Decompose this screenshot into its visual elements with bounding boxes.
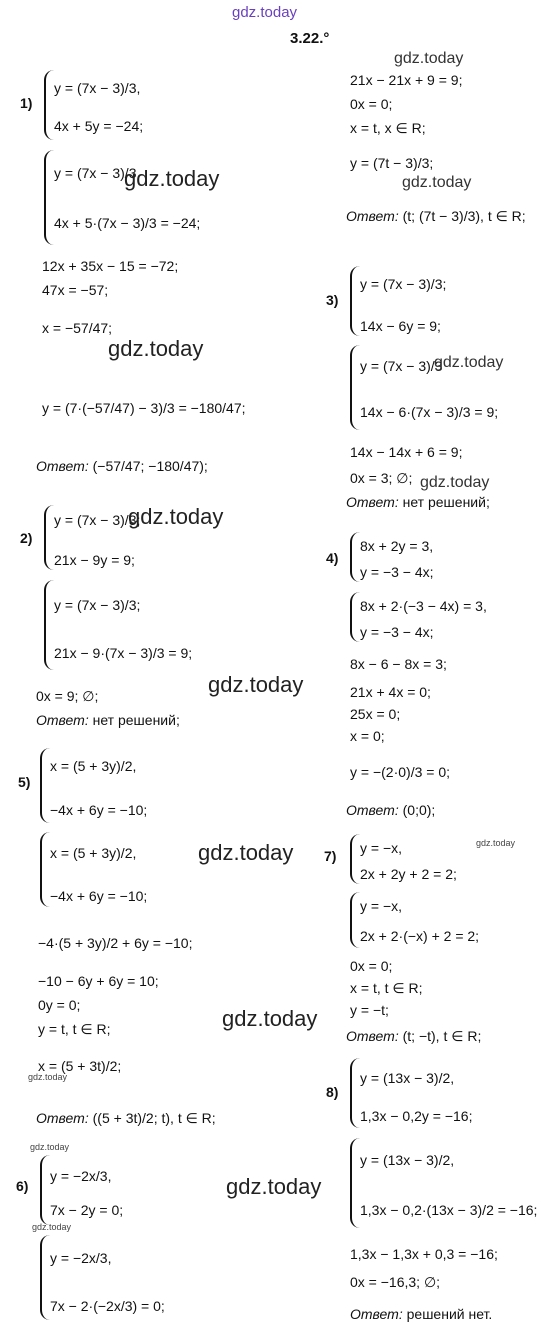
- watermark: gdz.today: [222, 1006, 318, 1031]
- p6-sys2-eq1: y = −2x/3,: [50, 1250, 112, 1266]
- answer-value: (−57/47; −180/47);: [92, 458, 208, 474]
- system-brace: [350, 592, 360, 642]
- p4-line-1: 8x − 6 − 8x = 3;: [350, 656, 447, 672]
- p4-line-5: y = −(2·0)/3 = 0;: [350, 764, 450, 780]
- system-brace: [350, 1138, 360, 1228]
- answer-value: ((5 + 3t)/2; t), t ∈ R;: [92, 1110, 216, 1126]
- system-brace: [40, 832, 50, 907]
- system-brace: [44, 580, 54, 670]
- p1-sys2-eq1: y = (7x − 3)/3: [54, 165, 137, 181]
- p8-sys2-eq1: y = (13x − 3)/2,: [360, 1152, 455, 1168]
- p3-line-1: 14x − 14x + 6 = 9;: [350, 444, 463, 460]
- answer-value: нет решений;: [402, 494, 490, 510]
- p5-sys1-eq2: −4x + 6y = −10;: [50, 802, 148, 818]
- p4-line-2: 21x + 4x = 0;: [350, 684, 431, 700]
- answer-label: Ответ:: [36, 458, 89, 474]
- p2-sys2-eq1: y = (7x − 3)/3;: [54, 597, 141, 613]
- problem-6-label: 6): [16, 1178, 29, 1194]
- p4-sys2-eq1: 8x + 2·(−3 − 4x) = 3,: [360, 598, 487, 614]
- p6-sys2-eq2: 7x − 2·(−2x/3) = 0;: [50, 1298, 165, 1314]
- system-brace: [40, 748, 50, 823]
- system-brace: [350, 266, 360, 336]
- p4-sys2-eq2: y = −3 − 4x;: [360, 624, 434, 640]
- system-brace: [350, 1058, 360, 1128]
- p5-line-5: x = (5 + 3t)/2;: [38, 1058, 122, 1074]
- p4-sys1-eq2: y = −3 − 4x;: [360, 564, 434, 580]
- p7-line-3: y = −t;: [350, 1002, 389, 1018]
- watermark: gdz.today: [198, 840, 294, 865]
- system-brace: [44, 70, 54, 140]
- watermark: gdz.today: [128, 504, 224, 529]
- p1-answer: [36, 458, 208, 474]
- p3-sys2-eq1: y = (7x − 3)/3: [360, 358, 443, 374]
- system-brace: [350, 834, 360, 884]
- answer-label: Ответ:: [346, 802, 399, 818]
- p3-sys2-eq2: 14x − 6·(7x − 3)/3 = 9;: [360, 404, 499, 420]
- p6-sys1-eq2: 7x − 2y = 0;: [50, 1202, 124, 1218]
- p8-line-1: 1,3x − 1,3x + 0,3 = −16;: [350, 1246, 498, 1262]
- p2-sys1-eq2: 21x − 9y = 9;: [54, 552, 135, 568]
- problem-3-label: 3): [326, 292, 339, 308]
- p2-line-1: 0x = 9; ∅;: [36, 688, 99, 704]
- answer-label: Ответ:: [36, 1110, 89, 1126]
- p1-line-1: 12x + 35x − 15 = −72;: [42, 258, 179, 274]
- p8-sys1-eq2: 1,3x − 0,2y = −16;: [360, 1108, 473, 1124]
- p1-sys1-eq1: y = (7x − 3)/3,: [54, 80, 141, 96]
- answer-value: (t; −t), t ∈ R;: [402, 1028, 482, 1044]
- p8-sys1-eq1: y = (13x − 3)/2,: [360, 1070, 455, 1086]
- answer-label: Ответ:: [350, 1306, 403, 1322]
- p5-sys2-eq2: −4x + 6y = −10;: [50, 888, 148, 904]
- p4-line-4: x = 0;: [350, 728, 385, 744]
- watermark: gdz.today: [226, 1174, 322, 1199]
- problem-number: 3.22.°: [290, 30, 330, 47]
- system-brace: [40, 1155, 50, 1225]
- problem-7-label: 7): [324, 848, 337, 864]
- watermark: gdz.today: [420, 474, 490, 491]
- p8-sys2-eq2: 1,3x − 0,2·(13x − 3)/2 = −16;: [360, 1202, 538, 1218]
- p1-line-3: x = −57/47;: [42, 320, 113, 336]
- problem-1-label: 1): [20, 95, 33, 111]
- answer-label: Ответ:: [346, 208, 399, 224]
- answer-label: Ответ:: [36, 712, 89, 728]
- p7-sys1-eq2: 2x + 2y + 2 = 2;: [360, 866, 457, 882]
- p5-line-1: −4·(5 + 3y)/2 + 6y = −10;: [38, 935, 193, 951]
- p4-answer: [346, 802, 435, 818]
- watermark: gdz.today: [108, 336, 204, 361]
- p8-line-2: 0x = −16,3; ∅;: [350, 1274, 441, 1290]
- p1c-line-3: x = t, x ∈ R;: [350, 120, 426, 136]
- p7-line-1: 0x = 0;: [350, 958, 393, 974]
- system-brace: [40, 1235, 50, 1320]
- p5-line-2: −10 − 6y + 6y = 10;: [38, 973, 159, 989]
- p3-sys1-eq1: y = (7x − 3)/3;: [360, 276, 447, 292]
- watermark: gdz.today: [30, 1142, 70, 1152]
- answer-label: Ответ:: [346, 1028, 399, 1044]
- p2-answer: [36, 712, 180, 728]
- p5-sys2-eq1: x = (5 + 3y)/2,: [50, 845, 137, 861]
- p7-sys1-eq1: y = −x,: [360, 840, 403, 856]
- system-brace: [350, 532, 360, 582]
- p8-answer: [350, 1306, 492, 1322]
- problem-4-label: 4): [326, 550, 339, 566]
- p7-answer: [346, 1028, 481, 1045]
- watermark: gdz.today: [124, 166, 220, 191]
- p1-sys2-eq2: 4x + 5·(7x − 3)/3 = −24;: [54, 215, 201, 231]
- p1c-line-4: y = (7t − 3)/3;: [350, 155, 434, 171]
- answer-value: (0;0);: [402, 802, 436, 818]
- p4-line-3: 25x = 0;: [350, 706, 401, 722]
- watermark: gdz.today: [434, 354, 504, 371]
- p7-sys2-eq2: 2x + 2·(−x) + 2 = 2;: [360, 928, 480, 944]
- p7-line-2: x = t, t ∈ R;: [350, 980, 423, 996]
- answer-value: нет решений;: [92, 712, 180, 728]
- problem-5-label: 5): [18, 774, 31, 790]
- p5-line-3: 0y = 0;: [38, 997, 81, 1013]
- watermark: gdz.today: [208, 672, 304, 697]
- watermark: gdz.today: [28, 1072, 68, 1082]
- site-watermark: gdz.today: [232, 4, 298, 21]
- watermark: gdz.today: [402, 174, 472, 191]
- problem-2-label: 2): [20, 530, 33, 546]
- answer-value: (t; (7t − 3)/3), t ∈ R;: [402, 208, 526, 224]
- p7-sys2-eq1: y = −x,: [360, 898, 403, 914]
- p1-sys1-eq2: 4x + 5y = −24;: [54, 118, 144, 134]
- p5-answer: [36, 1110, 216, 1127]
- p4-sys1-eq1: 8x + 2y = 3,: [360, 538, 434, 554]
- p1-line-2: 47x = −57;: [42, 282, 109, 298]
- p1-line-4: y = (7·(−57/47) − 3)/3 = −180/47;: [42, 400, 246, 416]
- p2-sys1-eq1: y = (7x − 3)/3;: [54, 512, 141, 528]
- p2-sys2-eq2: 21x − 9·(7x − 3)/3 = 9;: [54, 645, 193, 661]
- system-brace: [350, 345, 360, 430]
- answer-label: Ответ:: [346, 494, 399, 510]
- system-brace: [350, 892, 360, 948]
- watermark: gdz.today: [476, 838, 516, 848]
- p3-sys1-eq2: 14x − 6y = 9;: [360, 318, 441, 334]
- p1c-answer: [346, 208, 526, 225]
- answer-value: решений нет.: [406, 1306, 493, 1322]
- problem-8-label: 8): [326, 1084, 339, 1100]
- p5-line-4: y = t, t ∈ R;: [38, 1021, 111, 1037]
- p5-sys1-eq1: x = (5 + 3y)/2,: [50, 758, 137, 774]
- p3-answer: [346, 494, 490, 510]
- system-brace: [44, 505, 54, 570]
- p6-sys1-eq1: y = −2x/3,: [50, 1168, 112, 1184]
- p3-line-2: 0x = 3; ∅;: [350, 470, 413, 486]
- watermark: gdz.today: [394, 50, 464, 67]
- watermark: gdz.today: [32, 1222, 72, 1232]
- p1c-line-2: 0x = 0;: [350, 96, 393, 112]
- p1c-line-1: 21x − 21x + 9 = 9;: [350, 72, 463, 88]
- system-brace: [44, 150, 54, 245]
